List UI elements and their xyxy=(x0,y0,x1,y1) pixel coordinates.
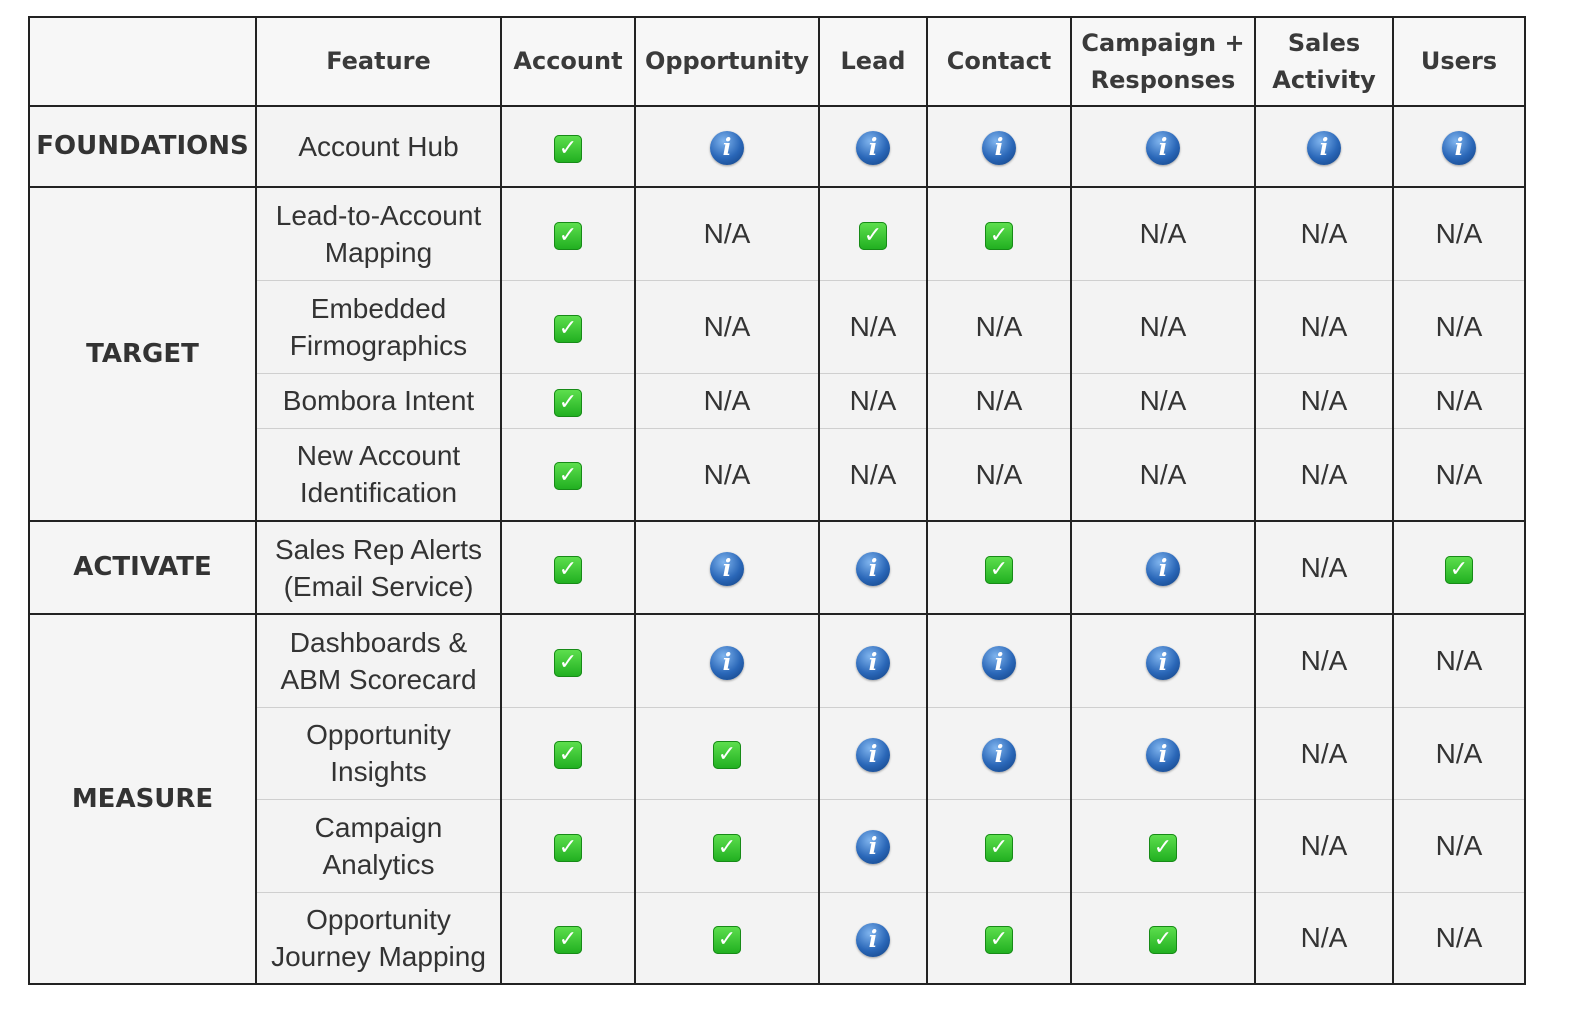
status-cell xyxy=(927,521,1071,614)
header-opportunity: Opportunity xyxy=(635,17,819,106)
section-label: FOUNDATIONS xyxy=(29,106,256,187)
info-icon: i xyxy=(856,552,890,586)
info-icon: i xyxy=(710,552,744,586)
status-cell xyxy=(635,614,819,707)
status-cell xyxy=(501,187,635,280)
info-icon: i xyxy=(1442,131,1476,165)
table-row xyxy=(29,521,1525,614)
status-cell xyxy=(819,106,927,187)
status-cell xyxy=(1071,614,1255,707)
status-cell xyxy=(635,428,819,521)
feature-matrix-table xyxy=(28,16,1526,985)
info-icon: i xyxy=(1146,552,1180,586)
status-cell xyxy=(501,521,635,614)
green-check-icon: ✓ xyxy=(554,834,582,862)
feature-name: Campaign Analytics xyxy=(256,799,501,892)
status-cell xyxy=(501,707,635,799)
green-check-icon: ✓ xyxy=(859,222,887,250)
na-label: N/A xyxy=(1435,218,1483,250)
feature-name: Account Hub xyxy=(256,106,501,187)
header-lead: Lead xyxy=(819,17,927,106)
na-label: N/A xyxy=(1300,830,1348,861)
na-label: N/A xyxy=(703,218,751,250)
status-cell xyxy=(819,280,927,373)
na-label: N/A xyxy=(1139,458,1187,490)
green-check-icon: ✓ xyxy=(554,556,582,584)
green-check-icon: ✓ xyxy=(1149,834,1177,862)
status-cell xyxy=(927,428,1071,521)
status-cell xyxy=(635,799,819,892)
status-cell xyxy=(927,707,1071,799)
status-cell xyxy=(819,521,927,614)
na-label: N/A xyxy=(1300,737,1348,769)
na-label: N/A xyxy=(703,458,751,490)
table-row xyxy=(29,187,1525,280)
na-label: N/A xyxy=(1139,218,1187,250)
status-cell xyxy=(927,187,1071,280)
status-cell xyxy=(635,892,819,984)
info-icon: i xyxy=(982,646,1016,680)
status-cell xyxy=(1393,892,1525,984)
status-cell xyxy=(1255,106,1393,187)
na-label: N/A xyxy=(1300,311,1348,342)
status-cell xyxy=(1255,187,1393,280)
header-row xyxy=(29,17,1525,106)
status-cell xyxy=(1393,187,1525,280)
status-cell xyxy=(1393,614,1525,707)
status-cell xyxy=(1255,428,1393,521)
header-feature: Feature xyxy=(256,17,501,106)
green-check-icon: ✓ xyxy=(985,834,1013,862)
header-campaign-responses: Campaign + Responses xyxy=(1071,17,1255,106)
status-cell xyxy=(635,106,819,187)
na-label: N/A xyxy=(1300,385,1348,416)
info-icon: i xyxy=(856,131,890,165)
status-cell xyxy=(635,707,819,799)
header-section-cell xyxy=(29,17,256,106)
status-cell xyxy=(927,106,1071,187)
info-icon: i xyxy=(982,131,1016,165)
na-label: N/A xyxy=(1435,458,1483,490)
status-cell xyxy=(1255,280,1393,373)
na-label: N/A xyxy=(1300,922,1348,954)
header-contact: Contact xyxy=(927,17,1071,106)
status-cell xyxy=(819,799,927,892)
green-check-icon: ✓ xyxy=(1149,926,1177,954)
feature-name: Sales Rep Alerts (Email Service) xyxy=(256,521,501,614)
status-cell xyxy=(819,428,927,521)
feature-name: Opportunity Journey Mapping xyxy=(256,892,501,984)
green-check-icon: ✓ xyxy=(554,926,582,954)
na-label: N/A xyxy=(975,311,1023,342)
green-check-icon: ✓ xyxy=(713,926,741,954)
status-cell xyxy=(1393,707,1525,799)
na-label: N/A xyxy=(849,458,897,490)
status-cell xyxy=(1071,799,1255,892)
na-label: N/A xyxy=(975,385,1023,416)
na-label: N/A xyxy=(849,311,897,342)
na-label: N/A xyxy=(1300,552,1348,583)
na-label: N/A xyxy=(1300,218,1348,250)
green-check-icon: ✓ xyxy=(713,834,741,862)
status-cell xyxy=(1255,799,1393,892)
section-label: TARGET xyxy=(29,187,256,521)
status-cell xyxy=(819,614,927,707)
status-cell xyxy=(635,280,819,373)
info-icon: i xyxy=(856,923,890,957)
status-cell xyxy=(1255,373,1393,428)
status-cell xyxy=(1255,614,1393,707)
status-cell xyxy=(1255,521,1393,614)
status-cell xyxy=(1393,799,1525,892)
status-cell xyxy=(1393,521,1525,614)
status-cell xyxy=(1071,428,1255,521)
status-cell xyxy=(1255,707,1393,799)
na-label: N/A xyxy=(1435,830,1483,861)
info-icon: i xyxy=(982,738,1016,772)
green-check-icon: ✓ xyxy=(1445,556,1473,584)
status-cell xyxy=(1393,280,1525,373)
status-cell xyxy=(1071,280,1255,373)
feature-name: Dashboards & ABM Scorecard xyxy=(256,614,501,707)
status-cell xyxy=(819,373,927,428)
status-cell xyxy=(1071,187,1255,280)
table-row xyxy=(29,106,1525,187)
status-cell xyxy=(501,799,635,892)
status-cell xyxy=(819,707,927,799)
status-cell xyxy=(927,614,1071,707)
green-check-icon: ✓ xyxy=(985,222,1013,250)
na-label: N/A xyxy=(1139,385,1187,416)
section-label: MEASURE xyxy=(29,614,256,984)
na-label: N/A xyxy=(1435,385,1483,416)
header-users: Users xyxy=(1393,17,1525,106)
na-label: N/A xyxy=(703,311,751,342)
header-sales-activity: Sales Activity xyxy=(1255,17,1393,106)
feature-name: Embedded Firmographics xyxy=(256,280,501,373)
na-label: N/A xyxy=(703,385,751,416)
na-label: N/A xyxy=(1435,737,1483,769)
green-check-icon: ✓ xyxy=(554,649,582,677)
status-cell xyxy=(501,373,635,428)
table-body xyxy=(29,106,1525,984)
na-label: N/A xyxy=(1435,922,1483,954)
green-check-icon: ✓ xyxy=(554,135,582,163)
status-cell xyxy=(927,892,1071,984)
na-label: N/A xyxy=(1300,458,1348,490)
info-icon: i xyxy=(1146,646,1180,680)
status-cell xyxy=(635,521,819,614)
na-label: N/A xyxy=(1139,311,1187,342)
na-label: N/A xyxy=(1300,645,1348,677)
info-icon: i xyxy=(1307,131,1341,165)
na-label: N/A xyxy=(849,385,897,416)
status-cell xyxy=(1255,892,1393,984)
feature-name: Bombora Intent xyxy=(256,373,501,428)
info-icon: i xyxy=(856,830,890,864)
status-cell xyxy=(1071,892,1255,984)
status-cell xyxy=(501,280,635,373)
green-check-icon: ✓ xyxy=(554,315,582,343)
na-label: N/A xyxy=(975,458,1023,490)
na-label: N/A xyxy=(1435,311,1483,342)
feature-name: Lead-to-Account Mapping xyxy=(256,187,501,280)
green-check-icon: ✓ xyxy=(985,926,1013,954)
green-check-icon: ✓ xyxy=(554,389,582,417)
status-cell xyxy=(501,892,635,984)
info-icon: i xyxy=(856,646,890,680)
green-check-icon: ✓ xyxy=(713,741,741,769)
green-check-icon: ✓ xyxy=(985,556,1013,584)
feature-name: New Account Identification xyxy=(256,428,501,521)
status-cell xyxy=(1393,106,1525,187)
status-cell xyxy=(1393,428,1525,521)
na-label: N/A xyxy=(1435,645,1483,677)
info-icon: i xyxy=(1146,131,1180,165)
status-cell xyxy=(635,373,819,428)
status-cell xyxy=(501,614,635,707)
status-cell xyxy=(1071,707,1255,799)
green-check-icon: ✓ xyxy=(554,222,582,250)
status-cell xyxy=(819,187,927,280)
status-cell xyxy=(1071,521,1255,614)
status-cell xyxy=(927,373,1071,428)
status-cell xyxy=(635,187,819,280)
green-check-icon: ✓ xyxy=(554,741,582,769)
green-check-icon: ✓ xyxy=(554,462,582,490)
header-account: Account xyxy=(501,17,635,106)
status-cell xyxy=(501,106,635,187)
info-icon: i xyxy=(710,646,744,680)
section-label: ACTIVATE xyxy=(29,521,256,614)
info-icon: i xyxy=(710,131,744,165)
info-icon: i xyxy=(1146,738,1180,772)
status-cell xyxy=(1071,106,1255,187)
status-cell xyxy=(927,799,1071,892)
status-cell xyxy=(1071,373,1255,428)
feature-name: Opportunity Insights xyxy=(256,707,501,799)
status-cell xyxy=(1393,373,1525,428)
status-cell xyxy=(819,892,927,984)
status-cell xyxy=(927,280,1071,373)
table-row xyxy=(29,614,1525,707)
info-icon: i xyxy=(856,738,890,772)
status-cell xyxy=(501,428,635,521)
